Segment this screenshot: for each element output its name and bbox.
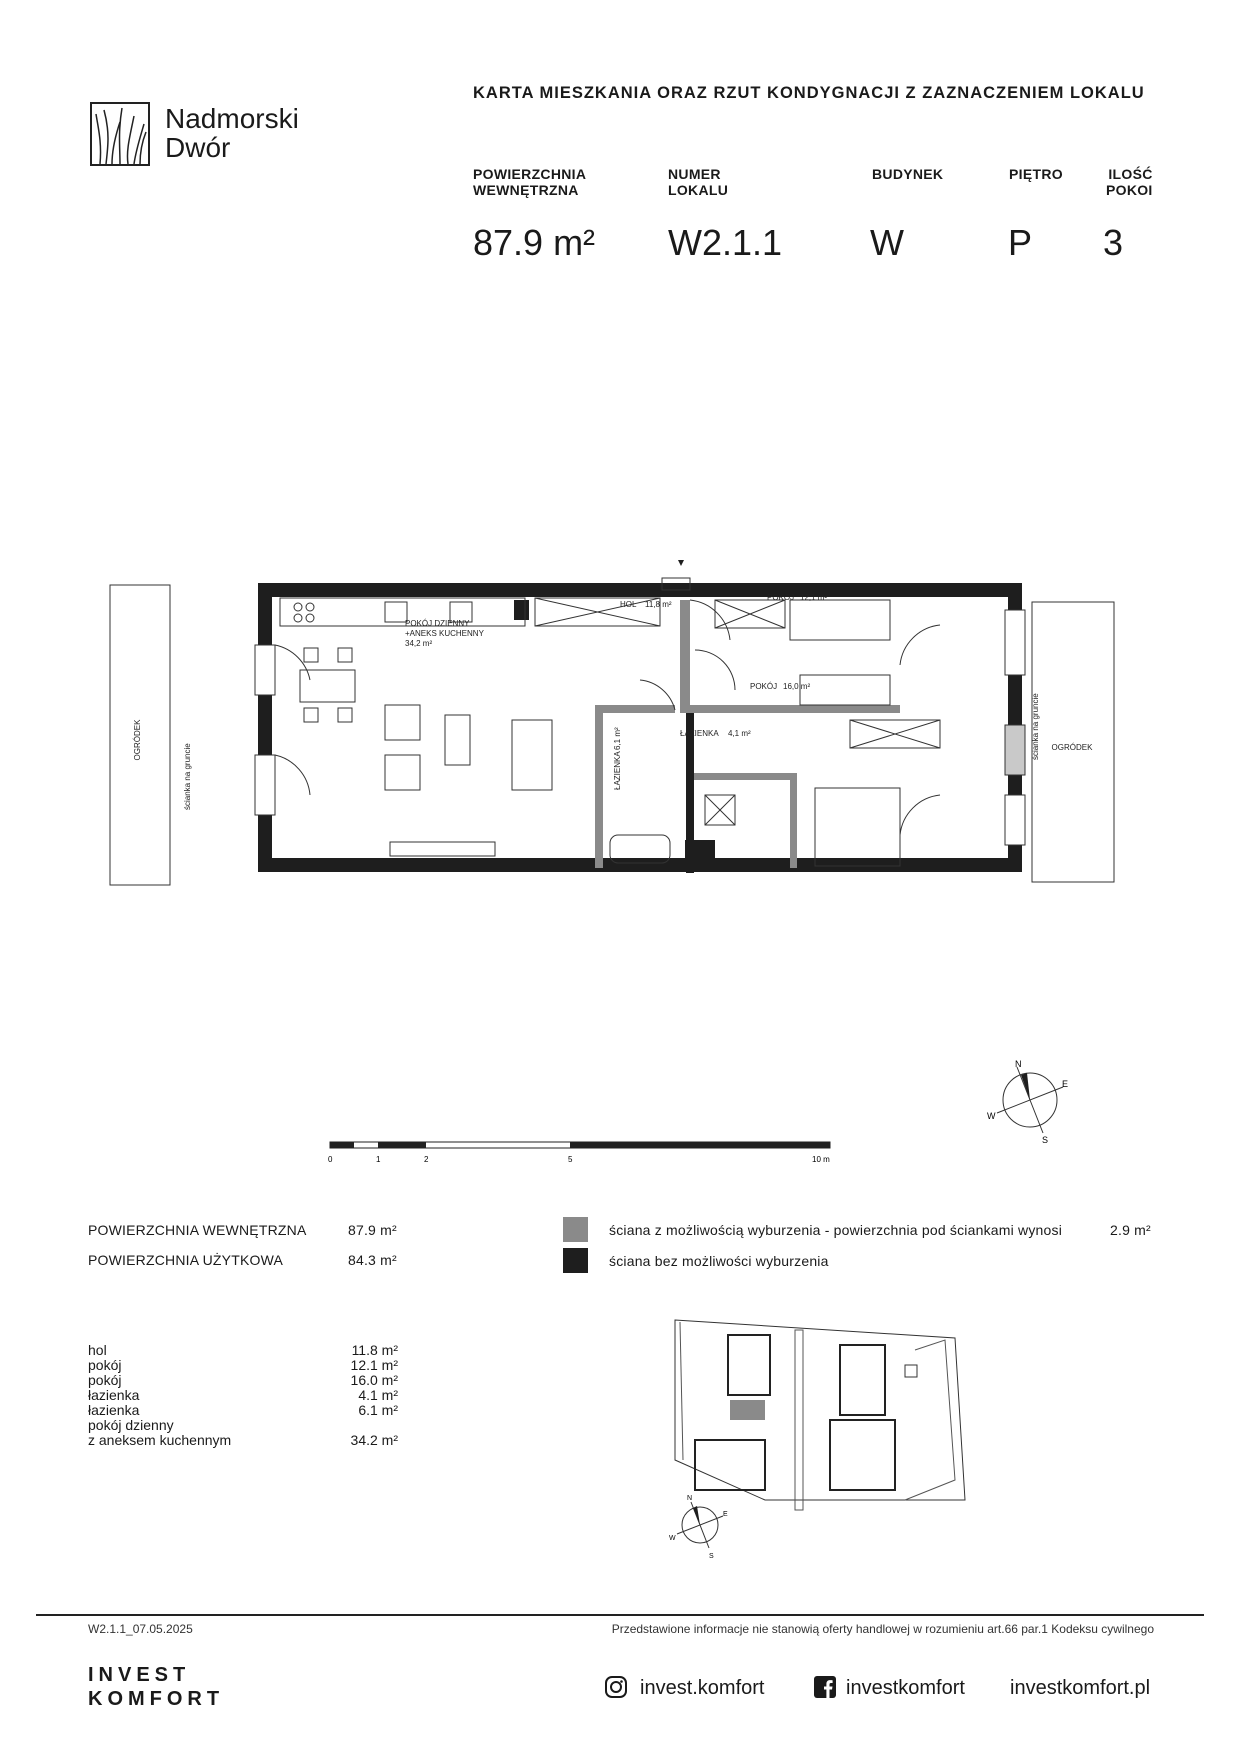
list-item-name: pokój	[88, 1357, 122, 1373]
room-label-bath1: ŁAZIENKA	[613, 751, 622, 790]
brand-name-line2: Dwór	[165, 132, 231, 163]
list-item	[88, 1418, 398, 1433]
list-item-name: pokój dzienny	[88, 1417, 174, 1433]
footer-divider	[36, 1614, 1204, 1616]
facebook-icon[interactable]	[813, 1675, 837, 1704]
compass-n: N	[1015, 1059, 1022, 1069]
list-item-name: hol	[88, 1342, 107, 1358]
usable-area-label: POWIERZCHNIA UŻYTKOWA	[88, 1252, 284, 1268]
inner-area-label: POWIERZCHNIA WEWNĘTRZNA	[88, 1222, 307, 1238]
list-item-name: pokój	[88, 1372, 122, 1388]
site-compass-s: S	[709, 1553, 714, 1560]
room-label-living: POKÓJ DZIENNY	[405, 619, 470, 628]
removable-wall-legend: ściana z możliwością wyburzenia - powierzchnia pod ściankami wynosi	[609, 1222, 1063, 1238]
removable-wall-swatch	[563, 1217, 588, 1242]
garden-left-label: OGRÓDEK	[133, 719, 142, 761]
list-item	[88, 1403, 398, 1418]
site-compass-n: N	[687, 1495, 693, 1502]
room-label-room2: POKÓJ	[750, 682, 778, 691]
scale-tick-10: 10 m	[812, 1155, 830, 1164]
list-item-name: z aneksem kuchennym	[88, 1432, 232, 1448]
list-item-area: 4.1 m²	[358, 1387, 398, 1403]
removable-wall-2	[680, 705, 900, 713]
room-area-bath1: 6,1 m²	[613, 727, 622, 750]
reeds-logo-icon	[90, 102, 150, 166]
page-title: KARTA MIESZKANIA ORAZ RZUT KONDYGNACJI Z ZAZNACZENIEM LOKALU	[473, 84, 1145, 102]
rooms-label	[1106, 166, 1153, 198]
website-link[interactable]: investkomfort.pl	[1010, 1677, 1151, 1699]
rooms-value: 3	[1103, 222, 1124, 263]
number-label	[668, 166, 728, 198]
garden-right-label: OGRÓDEK	[1051, 743, 1093, 752]
site-compass-icon	[665, 1490, 735, 1560]
area-label-line2: WEWNĘTRZNA	[473, 182, 579, 198]
threshold-note-left: ścianka na gruncie	[183, 743, 192, 810]
removable-wall-3	[595, 708, 603, 868]
threshold-note-right: ścianka na gruncie	[1031, 693, 1040, 760]
brand-name	[165, 104, 299, 162]
scale-tick-1: 1	[376, 1155, 381, 1164]
fixed-wall-legend: ściana bez możliwości wyburzenia	[609, 1253, 829, 1269]
disclaimer: Przedstawione informacje nie stanowią oferty handlowej w rozumieniu art.66 par.1 Kodeksu cywilnego	[611, 1622, 1154, 1636]
site-compass-e: E	[723, 1511, 728, 1518]
document-id: W2.1.1_07.05.2025	[88, 1622, 193, 1636]
scale-tick-0: 0	[328, 1155, 333, 1164]
room-area-bath2: 4,1 m²	[728, 729, 751, 738]
scale-tick-5: 5	[568, 1155, 573, 1164]
room-list	[88, 1343, 398, 1448]
list-item-area: 16.0 m²	[350, 1372, 398, 1388]
scale-bar	[320, 1138, 840, 1168]
removable-wall-area: 2.9 m²	[1110, 1222, 1151, 1238]
room-label-bath2: ŁAZIENKA	[680, 729, 719, 738]
list-item	[88, 1373, 398, 1388]
rooms-label-line2: POKOI	[1106, 182, 1153, 198]
room-label-room1: POKÓJ	[767, 593, 795, 602]
scale-tick-2: 2	[424, 1155, 429, 1164]
brand-name-line1: Nadmorski	[165, 103, 299, 134]
room-area-living: 34,2 m²	[405, 639, 433, 648]
number-label-line1: NUMER	[668, 166, 721, 182]
list-item	[88, 1358, 398, 1373]
compass-icon	[985, 1055, 1075, 1145]
usable-area-value: 84.3 m²	[348, 1252, 397, 1268]
company-logo	[88, 1663, 224, 1711]
room-label-hall: HOL	[620, 600, 637, 609]
area-label-line1: POWIERZCHNIA	[473, 166, 587, 182]
facebook-link[interactable]: investkomfort	[846, 1677, 965, 1699]
inner-area-value: 87.9 m²	[348, 1222, 397, 1238]
list-item-name: łazienka	[88, 1402, 140, 1418]
list-item-area: 6.1 m²	[358, 1402, 398, 1418]
list-item	[88, 1343, 398, 1358]
list-item-name: łazienka	[88, 1387, 140, 1403]
number-label-line2: LOKALU	[668, 182, 729, 198]
list-item-area: 12.1 m²	[350, 1357, 398, 1373]
floor-label: PIĘTRO	[1009, 166, 1063, 182]
list-item-area: 34.2 m²	[350, 1432, 398, 1448]
brand-logo	[90, 102, 150, 171]
list-item-area: 11.8 m²	[351, 1342, 398, 1358]
compass-e: E	[1062, 1079, 1069, 1089]
list-item	[88, 1388, 398, 1403]
garden-right-outline	[1032, 602, 1114, 882]
room-area-hall: 11,8 m²	[645, 600, 672, 609]
number-value: W2.1.1	[668, 222, 783, 263]
company-logo-line1: INVEST	[88, 1664, 191, 1686]
room-label-living-extra: +ANEKS KUCHENNY	[405, 629, 484, 638]
room-area-room1: 12,1 m²	[800, 593, 828, 602]
area-label	[473, 166, 586, 198]
list-item	[88, 1433, 398, 1448]
instagram-link[interactable]: invest.komfort	[640, 1677, 765, 1699]
area-value: 87.9 m²	[473, 222, 596, 263]
room-area-room2: 16,0 m²	[783, 682, 811, 691]
compass-s: S	[1042, 1135, 1049, 1145]
building-value: W	[870, 222, 904, 263]
fixed-wall-swatch	[563, 1248, 588, 1273]
building-label: BUDYNEK	[872, 166, 944, 182]
removable-wall-1	[680, 600, 690, 710]
instagram-icon[interactable]	[604, 1675, 628, 1704]
company-logo-line2: KOMFORT	[88, 1688, 225, 1710]
floor-plan	[100, 560, 1150, 920]
site-compass-w: W	[669, 1535, 676, 1542]
rooms-label-line1: ILOŚĆ	[1108, 166, 1153, 182]
floor-value: P	[1008, 222, 1033, 263]
compass-w: W	[987, 1111, 996, 1121]
